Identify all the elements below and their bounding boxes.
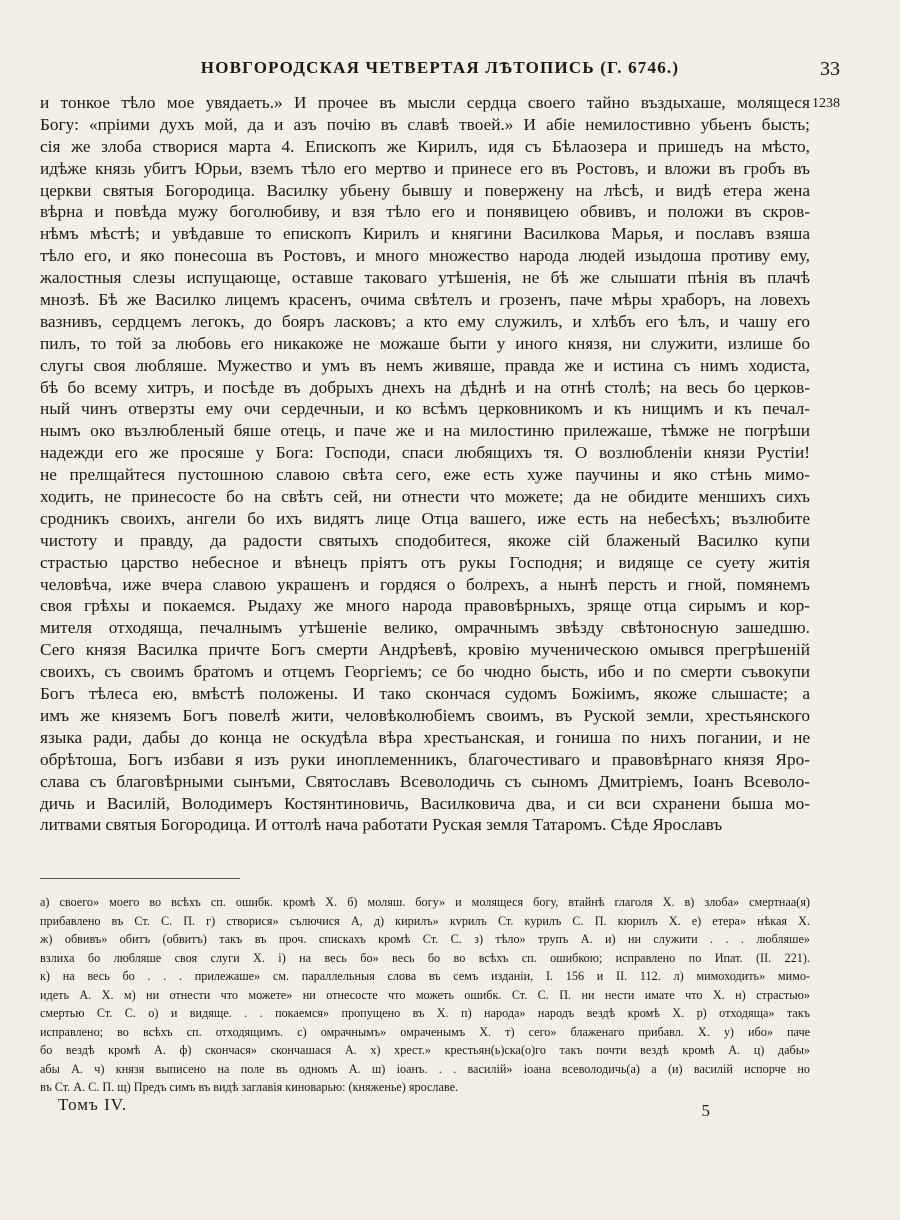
text-line: языка ради, дабы до конца не оскудѣла вѣра хрестьанская, и гониша по нихъ погании, и не	[40, 727, 810, 747]
footnote-line: бо вездѣ кромѣ А. ф) скончася» скончашася А. х) хрест.» крестьян(ь)ска(о)го такъ почти вездѣ кромѣ А. ц) дабы»	[40, 1043, 810, 1057]
footnote-line: въ Ст. А. С. П. щ) Предъ симъ въ видѣ заглавія киноварью: (княженье) ярославе.	[40, 1080, 459, 1094]
text-line: чистоту и правду, да радости святыхъ сподобитеся, якоже сій блаженый Василко купи	[40, 530, 810, 550]
text-line: дичь и Василій, Володимеръ Костянтиновичь, Василковича два, и си вси схранени быша мо-	[40, 793, 810, 813]
footnote-line: ж) обвивъ» обитъ (обвитъ) такъ въ проч. спискахъ кромѣ Ст. С. з) тѣло» трупъ А. и) ни служити . . . любляше»	[40, 932, 810, 946]
text-line: слугы своя любляше. Мужество и умъ въ немъ живяше, правда же и истина съ нимъ ходиста,	[40, 355, 810, 375]
text-line: пилъ, то той за любовь его никакоже не можаше быти у иного князя, ни служити, излише бо	[40, 333, 810, 353]
text-line: мителя отходяща, печалнымъ утѣшеніе велико, омрачнымъ звѣзду свѣтоносную зашедшю.	[40, 618, 810, 638]
text-line: нымъ око възлюбленый бяше отець, и паче же и на милостиню прилежаше, тѣмже не погрѣши	[40, 421, 810, 441]
page-number: 33	[820, 58, 840, 80]
footnote-line: смертью Ст. С. о) и видяще. . . покаемся» пропущено въ X. п) народа» народъ вездѣ кромѣ X. р) отходяща» такъ	[40, 1006, 810, 1020]
text-line: и тонкое тѣло мое увядаеть.» И прочее въ мысли сердца своего тайно въздыхаше, молящеся	[40, 93, 810, 112]
margin-year: 1238	[812, 96, 840, 111]
text-line: человѣча, иже вчера славою украшенъ и гордяся о болрехъ, а нынѣ персть и гной, помянемъ	[40, 574, 810, 594]
text-line: вазнивъ, сердцемъ легокъ, до бояръ ласковъ; а кто ему служилъ, и хлѣбъ его ѣлъ, и чашу его	[40, 311, 810, 331]
text-line: своя грѣхы и покаемся. Рыдаху же много народа правовѣрныхъ, зряще отца сирымъ и кор-	[40, 596, 810, 616]
text-line: имъ же княземъ Богъ повелѣ жити, человѣколюбіемъ своимъ, въ Руской земли, хрестьянского	[40, 705, 810, 725]
text-line: Богу: «пріими духъ мой, да и азъ почію въ славѣ твоей.» И абіе немилостивно убьенъ бысть;	[40, 114, 810, 134]
text-line: не прелщайтеся пустошною славою свѣта сего, еже есть хуже паучины и яко стѣнь мимо-	[40, 465, 810, 485]
page-footer	[58, 1095, 710, 1121]
text-line: слава съ благовѣрными сынъми, Святославъ Всеволодичь съ сыномъ Дмитріемъ, Іоанъ Всеволо-	[40, 771, 810, 791]
footnotes	[40, 893, 810, 1097]
footnote-line: исправлено; во всѣхъ сп. отходящимъ. с) омрачнымъ» омраченымъ X. т) сего» блаженаго прибавл. X. у) ибо» паче	[40, 1024, 810, 1039]
footnote-rule	[40, 878, 240, 879]
main-text	[40, 92, 810, 836]
text-line: ходить, не принесосте бо на свѣтъ сей, ни отнести что можете; да не обидите меншихъ сихъ	[40, 487, 810, 507]
text-line: жалостныя слезы испущающе, оставше таковаго утѣшенія, не бѣ же слышати пѣнія въ плачѣ	[40, 268, 810, 288]
text-line: мнозѣ. Бѣ же Василко лицемъ красенъ, очима свѣтелъ и грозенъ, паче мѣры храборъ, на ловехъ	[40, 290, 810, 310]
running-header	[40, 58, 840, 86]
text-line: страстью царство небесное и вѣнецъ пріятъ отъ рукы Господня; и видяще се суету житія	[40, 552, 810, 572]
text-line: обрѣтоша, Богъ избави я изъ руки иноплеменникъ, благочестиваго и правовѣрнаго князя Яро-	[40, 749, 810, 769]
text-line: сія же злоба створися марта 4. Епископъ же Кирилъ, идя съ Бѣлаозера и пришедъ на мѣсто,	[40, 136, 810, 156]
text-line: идѣже князь убитъ Юрьи, вземъ тѣло его мертво и принесе его въ Ростовъ, и вложи въ гробъ въ	[40, 158, 810, 178]
text-line: Сего князя Василка причте Богъ смерти Андрѣевѣ, кровію мученическою омывся прегрѣшеній	[40, 640, 810, 660]
running-title: НОВГОРОДСКАЯ ЧЕТВЕРТАЯ ЛѢТОПИСЬ (Г. 6746.)	[200, 58, 680, 77]
footnote-line: взлиха бо любляше своя слуги X. і) на весь бо» весь бо во всѣхъ сп. ошибкою; исправлено по Ипат. (II. 221).	[40, 950, 810, 965]
volume-label: Томъ IV.	[58, 1095, 128, 1114]
text-line: своихъ, съ своимъ братомъ и отцемъ Георгіемъ; се бо чюдно бысть, ибо и по смерти съвокупи	[40, 662, 810, 682]
text-line: ный чинъ отверзты ему очи сердечныи, и ко всѣмъ церковникомъ и къ нищимъ и къ печал-	[40, 399, 810, 419]
text-line: бѣ бо всему хитръ, и посѣде въ добрыхъ днехъ на дѣднѣ и на отнѣ столѣ; на весь бо церков-	[40, 377, 810, 397]
footnote-line: абы А. ч) князя выписено на поле въ одномъ А. ш) іоанъ. . . василій» іоана всеволодичь(а) а (и) василій испорче но	[40, 1061, 810, 1076]
text-line: надежди его же просяше у Бога: Господи, спаси любящихъ тя. О возлюбленіи князи Рустіи!	[40, 443, 810, 463]
text-line: Богъ тѣлеса ею, вмѣстѣ положены. И тако скончася судомъ Божіимъ, якоже слышасте; а	[40, 684, 810, 704]
footnote-line: а) своего» моего во всѣхъ сп. ошибк. кромѣ X. б) моляш. богу» и молящеся богу, втайнѣ глаголя X. в) злоба» смертнаа(я)	[40, 895, 810, 909]
text-line: нѣмъ мѣстѣ; и увѣдавше то епископъ Кирилъ и княгини Василкова Марья, и пославъ взяша	[40, 224, 810, 244]
text-line: вѣрна и повѣда мужу боголюбиву, и взя тѣло его и понявицею обвивъ, и положи въ скров-	[40, 202, 810, 222]
text-line: тѣло его, и яко понесоша въ Ростовъ, и много множество народа людей изыдоша противу ему,	[40, 246, 810, 266]
text-line: литвами святыя Богородица. И оттолѣ нача работати Руская земля Татаромъ. Сѣде Ярославъ	[40, 815, 723, 835]
text-line: сродникъ своихъ, ангели бо ихъ видятъ лице Отца вашего, иже есть на небесѣхъ; възлюбите	[40, 508, 810, 528]
footnote-line: прибавлено въ Ст. С. П. г) створися» сълючися А, д) кирилъ» кvрилъ Ст. курилъ С. П. кюрилъ X. е) етера» нѣкая X.	[40, 913, 810, 928]
footnote-line: идеть А. X. м) ни отнести что можете» ни отнесосте что можеть ошибк. Ст. С. П. ни нести имате что X. н) страстью»	[40, 987, 810, 1002]
signature-mark: 5	[701, 1101, 710, 1120]
footnote-line: к) на весь бо . . . прилежаше» см. параллельныя слова въ семъ изданіи, I. 156 и II. 112. л) мимоходить» мимо-	[40, 969, 810, 983]
text-line: церкви святыя Богородица. Василку убьену бывшу и повержену на лѣсѣ, и видѣ етера жена	[40, 180, 810, 200]
